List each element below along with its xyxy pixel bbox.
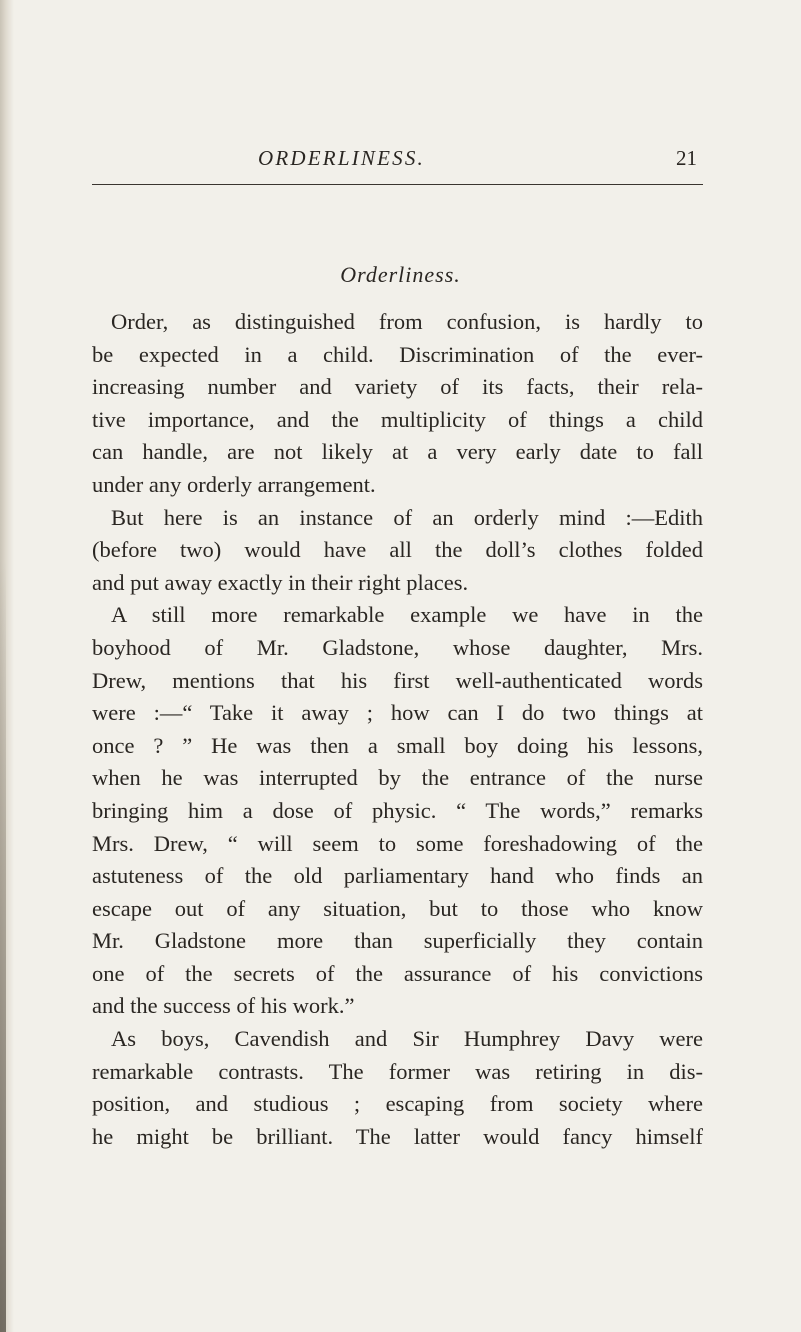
page-edge-shadow <box>0 560 6 1332</box>
text-line: be expected in a child. Discrimination of the ever- <box>92 341 703 367</box>
header-rule <box>92 184 703 185</box>
text-line: escape out of any situation, but to those who know <box>92 895 703 921</box>
text-line: bringing him a dose of physic. “ The words,” remarks <box>92 797 703 823</box>
text-line: were :—“ Take it away ; how can I do two things at <box>92 700 703 726</box>
text-line: can handle, are not likely at a very early date to fall <box>92 439 703 465</box>
text-line: tive importance, and the multiplicity of things a child <box>92 406 703 432</box>
page-number: 21 <box>676 146 697 170</box>
running-title: ORDERLINESS. <box>258 146 425 170</box>
text-line: A still more remarkable example we have in the <box>111 602 703 628</box>
text-line: one of the secrets of the assurance of his convictions <box>92 960 703 986</box>
text-line: Mr. Gladstone more than superficially they contain <box>92 928 703 954</box>
text-line: astuteness of the old parliamentary hand who finds an <box>92 863 703 889</box>
text-line: under any orderly arrangement. <box>92 471 376 497</box>
text-line: (before two) would have all the doll’s clothes folded <box>92 537 703 563</box>
text-line: boyhood of Mr. Gladstone, whose daughter, Mrs. <box>92 634 703 660</box>
text-line: As boys, Cavendish and Sir Humphrey Davy were <box>111 1026 703 1052</box>
text-line: once ? ” He was then a small boy doing his lessons, <box>92 732 703 758</box>
running-head <box>0 146 801 180</box>
text-line: Order, as distinguished from confusion, is hardly to <box>111 309 703 334</box>
text-line: he might be brilliant. The latter would fancy himself <box>92 1123 703 1149</box>
section-heading: Orderliness. <box>340 262 461 287</box>
text-line: when he was interrupted by the entrance of the nurse <box>92 765 703 791</box>
text-line: Drew, mentions that his first well-authenticated words <box>92 667 703 693</box>
text-line: But here is an instance of an orderly mind :—Edith <box>111 504 703 530</box>
text-line: increasing number and variety of its facts, their rela- <box>92 374 703 400</box>
text-line: position, and studious ; escaping from society where <box>92 1091 703 1117</box>
body-text <box>92 306 703 1153</box>
text-line: and put away exactly in their right places. <box>92 569 469 595</box>
text-line: Mrs. Drew, “ will seem to some foreshadowing of the <box>92 830 703 856</box>
text-line: remarkable contrasts. The former was retiring in dis- <box>92 1058 703 1084</box>
text-line: and the success of his work.” <box>92 993 355 1019</box>
